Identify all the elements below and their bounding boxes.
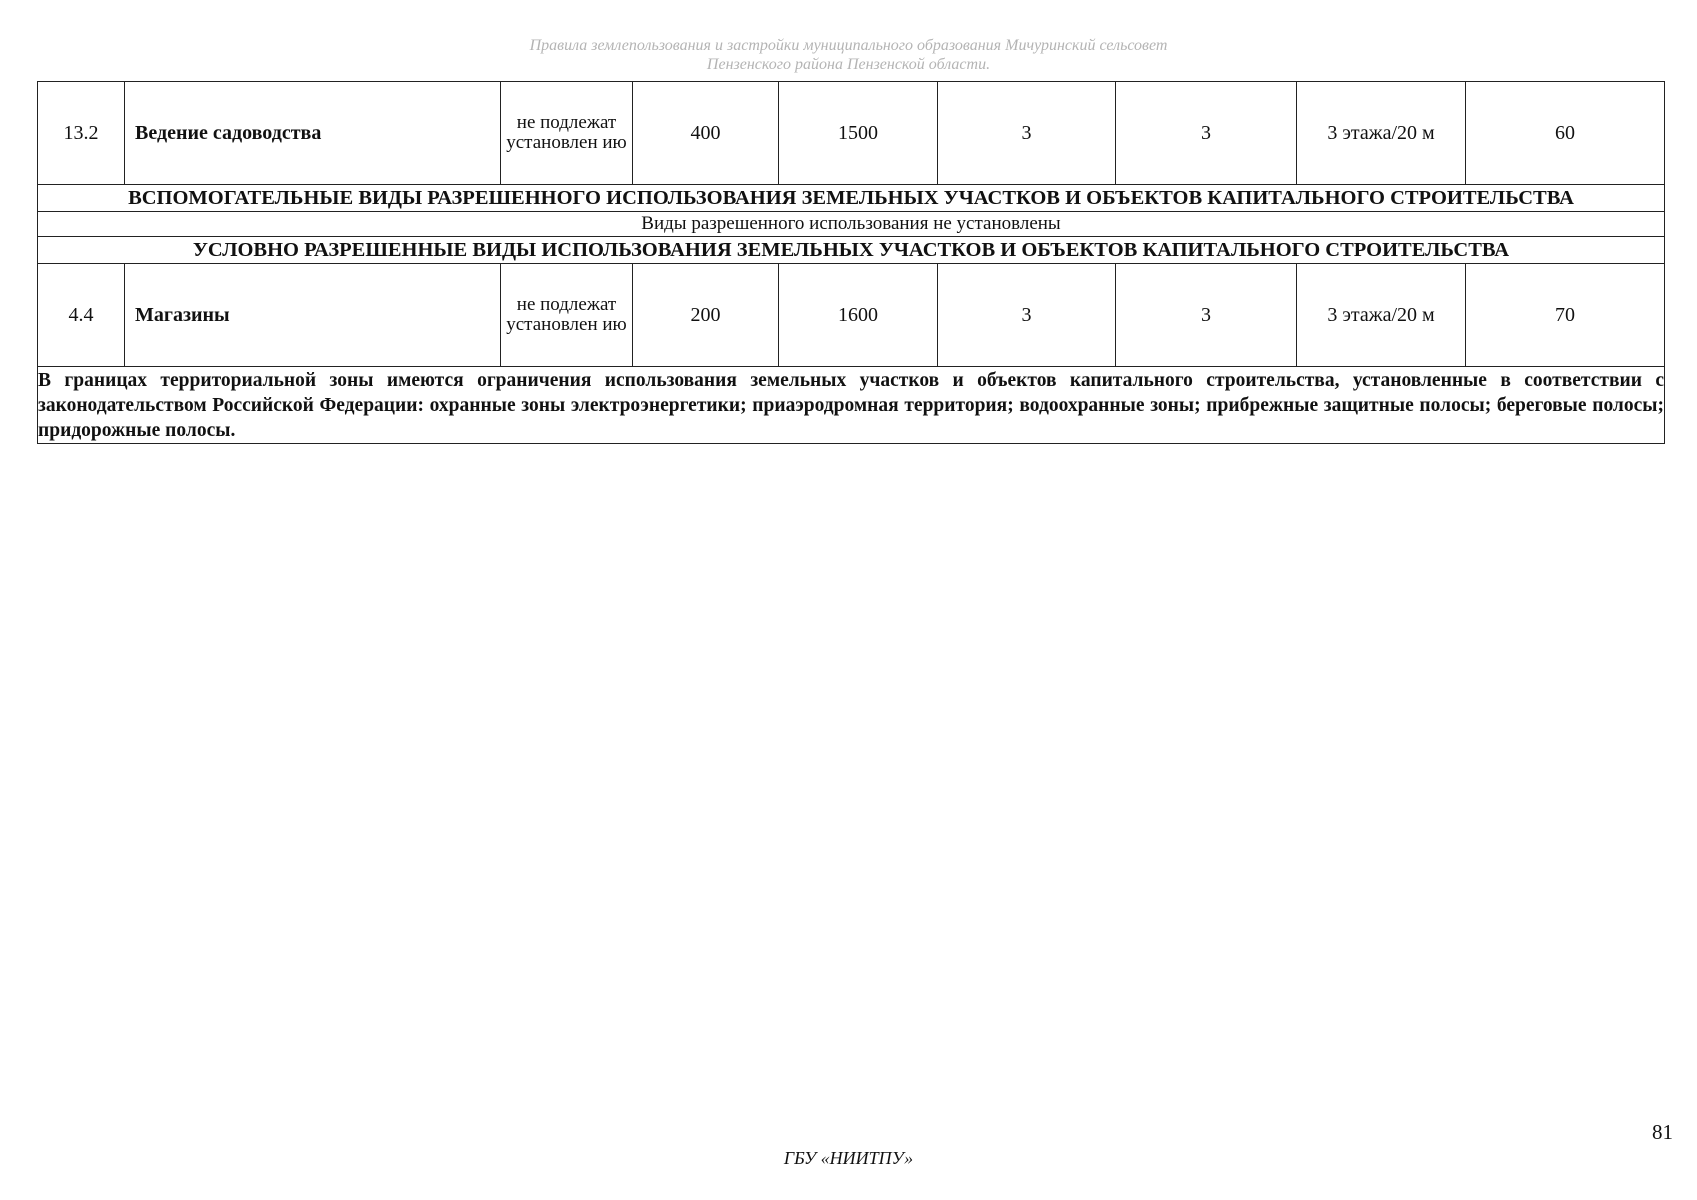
running-header [0,36,1697,74]
section-row-auxiliary [38,185,1665,212]
cell-indent-1: 3 [938,264,1116,367]
cell-area-min: 200 [633,264,779,367]
cell-indent-1: 3 [938,82,1116,185]
cell-use-name: Ведение садоводства [125,82,501,185]
section-heading-conditional: УСЛОВНО РАЗРЕШЕННЫЕ ВИДЫ ИСПОЛЬЗОВАНИЯ ЗЕМЕЛЬНЫХ УЧАСТКОВ И ОБЪЕКТОВ КАПИТАЛЬНОГО СТРОИТЕЛЬСТВА [38,237,1665,264]
cell-max-height: 3 этажа/20 м [1297,82,1466,185]
cell-code: 4.4 [38,264,125,367]
cell-indent-2: 3 [1116,264,1297,367]
footer-organization: ГБУ «НИИТПУ» [783,1148,914,1168]
page-number: 81 [1652,1120,1673,1144]
restrictions-note: В границах территориальной зоны имеются ограничения использования земельных участков и объектов капитального строительства, установленные в соответствии с законодательством Российской Федерации: охранные зоны электроэнергетики; приаэродромная территория; водоохранные зоны; прибрежные защитные полосы; береговые полосы; придорожные полосы. [38,367,1665,444]
cell-build-percent: 70 [1466,264,1665,367]
cell-area-min: 400 [633,82,779,185]
cell-max-height: 3 этажа/20 м [1297,264,1466,367]
cell-use-name: Магазины [125,264,501,367]
cell-plot-length: не подлежат установлен ию [501,264,633,367]
cell-build-percent: 60 [1466,82,1665,185]
header-line-2: Пензенского района Пензенской области. [706,56,991,73]
table-row [38,264,1665,367]
land-use-table [37,81,1665,444]
restrictions-row [38,367,1665,444]
cell-area-max: 1600 [779,264,938,367]
section-heading-auxiliary: ВСПОМОГАТЕЛЬНЫЕ ВИДЫ РАЗРЕШЕННОГО ИСПОЛЬЗОВАНИЯ ЗЕМЕЛЬНЫХ УЧАСТКОВ И ОБЪЕКТОВ КАПИТАЛЬНОГО СТРОИТЕЛЬСТВА [38,185,1665,212]
header-line-1: Правила землепользования и застройки муниципального образования Мичуринский сельсовет [529,37,1168,54]
auxiliary-note-row [38,212,1665,237]
table-row [38,82,1665,185]
cell-plot-length: не подлежат установлен ию [501,82,633,185]
cell-area-max: 1500 [779,82,938,185]
cell-indent-2: 3 [1116,82,1297,185]
auxiliary-note: Виды разрешенного использования не установлены [38,212,1665,237]
section-row-conditional [38,237,1665,264]
cell-code: 13.2 [38,82,125,185]
